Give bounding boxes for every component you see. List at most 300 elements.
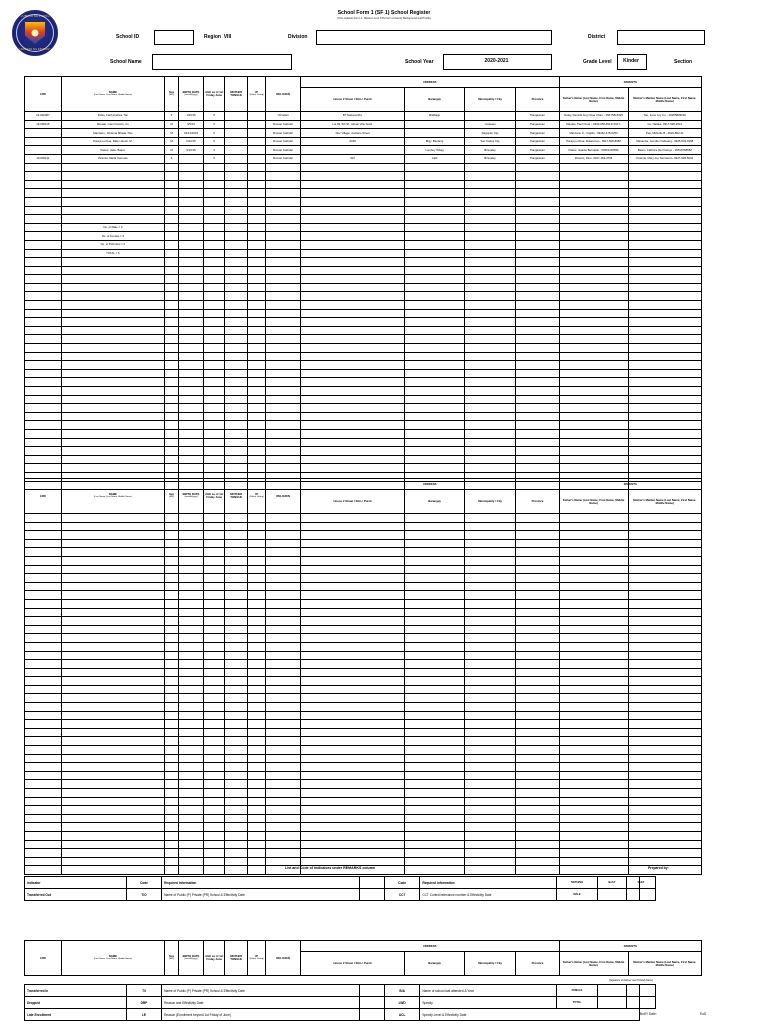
cell-sex[interactable] [165,582,179,591]
table-row[interactable] [25,180,702,189]
cell-mother_tongue[interactable] [225,668,248,677]
cell-mother[interactable] [628,514,701,523]
cell-father[interactable] [559,283,628,292]
cell-municipality[interactable] [464,395,516,404]
cell-municipality[interactable] [464,412,516,421]
cell-mother_tongue[interactable] [225,797,248,806]
cell-religion[interactable] [266,522,300,531]
cell-father[interactable]: Manzano Jr., Virgilio - 09242-478-0253 [559,129,628,138]
table-row[interactable] [25,112,702,121]
cell-birthdate[interactable] [179,711,204,720]
cell-barangay[interactable] [405,292,464,301]
cell-barangay[interactable] [405,429,464,438]
cell-municipality[interactable] [464,617,516,626]
cell-name[interactable] [61,531,164,540]
cell-mother[interactable]: Maramba, Jennifer Cabuang - 0925-504-9168 [628,137,701,146]
cell-ip[interactable] [248,412,266,421]
cell-religion[interactable] [266,642,300,651]
cell-name[interactable] [61,395,164,404]
cell-province[interactable] [516,404,559,413]
cell-barangay[interactable]: Lomboy Tebag [405,146,464,155]
cell-mother_tongue[interactable] [225,344,248,353]
cell-mother_tongue[interactable] [225,154,248,163]
cell-sex[interactable] [165,189,179,198]
cell-mother_tongue[interactable] [225,335,248,344]
cell-ip[interactable] [248,266,266,275]
cell-barangay[interactable] [405,668,464,677]
cell-religion[interactable] [266,421,300,430]
cell-sex[interactable]: M [165,146,179,155]
cell-mother_tongue[interactable] [225,660,248,669]
cell-age[interactable] [203,814,225,823]
cell-name[interactable] [61,771,164,780]
cell-ip[interactable] [248,608,266,617]
table-row[interactable] [25,309,702,318]
cell-house[interactable] [300,754,405,763]
cell-birthdate[interactable] [179,232,204,241]
cell-house[interactable] [300,180,405,189]
cell-birthdate[interactable] [179,694,204,703]
cell-province[interactable] [516,608,559,617]
cell-mother[interactable] [628,703,701,712]
cell-religion[interactable] [266,335,300,344]
cell-mother_tongue[interactable] [225,232,248,241]
cell-barangay[interactable] [405,857,464,866]
cell-municipality[interactable] [464,455,516,464]
cell-barangay[interactable] [405,685,464,694]
cell-mother_tongue[interactable] [225,539,248,548]
table-row[interactable] [25,361,702,370]
cell-birthdate[interactable] [179,642,204,651]
cell-province[interactable] [516,806,559,815]
cell-sex[interactable] [165,240,179,249]
cell-father[interactable] [559,395,628,404]
cell-father[interactable] [559,352,628,361]
cell-house[interactable] [300,438,405,447]
cell-house[interactable] [300,703,405,712]
cell-age[interactable] [203,599,225,608]
cell-birthdate[interactable] [179,780,204,789]
cell-ip[interactable] [248,206,266,215]
cell-lrn[interactable] [25,797,62,806]
cell-mother[interactable] [628,814,701,823]
cell-mother_tongue[interactable] [225,283,248,292]
cell-mother[interactable] [628,223,701,232]
cell-birthdate[interactable] [179,412,204,421]
cell-birthdate[interactable] [179,318,204,327]
cell-sex[interactable] [165,326,179,335]
cell-name[interactable] [61,591,164,600]
cell-house[interactable] [300,206,405,215]
cell-lrn[interactable] [25,651,62,660]
cell-name[interactable] [61,599,164,608]
cell-ip[interactable] [248,344,266,353]
cell-father[interactable] [559,866,628,875]
cell-father[interactable] [559,412,628,421]
cell-municipality[interactable]: San Carlos City [464,137,516,146]
cell-barangay[interactable] [405,849,464,858]
cell-barangay[interactable] [405,318,464,327]
cell-municipality[interactable] [464,335,516,344]
cell-barangay[interactable] [405,806,464,815]
table-row[interactable] [25,335,702,344]
cell-house[interactable] [300,599,405,608]
cell-age[interactable] [203,438,225,447]
cell-name[interactable] [61,728,164,737]
cell-father[interactable] [559,677,628,686]
cell-lrn[interactable] [25,232,62,241]
cell-age[interactable] [203,634,225,643]
cell-father[interactable] [559,668,628,677]
cell-father[interactable]: Dulay, Dentcid Ang Chua Chan – 09175815335 [559,112,628,121]
cell-province[interactable] [516,197,559,206]
cell-name[interactable] [61,608,164,617]
cell-name[interactable] [61,651,164,660]
cell-father[interactable] [559,309,628,318]
cell-religion[interactable] [266,831,300,840]
cell-municipality[interactable] [464,642,516,651]
cell-lrn[interactable] [25,146,62,155]
cell-province[interactable] [516,172,559,181]
cell-father[interactable] [559,582,628,591]
cell-mother_tongue[interactable] [225,625,248,634]
cell-birthdate[interactable] [179,814,204,823]
cell-mother_tongue[interactable] [225,215,248,224]
cell-age[interactable] [203,703,225,712]
cell-barangay[interactable] [405,763,464,772]
cell-sex[interactable] [165,857,179,866]
cell-mother_tongue[interactable] [225,651,248,660]
cell-lrn[interactable] [25,514,62,523]
cell-municipality[interactable] [464,514,516,523]
cell-house[interactable]: Dier Village, Arellano Street [300,129,405,138]
cell-mother_tongue[interactable] [225,823,248,832]
cell-age[interactable] [203,694,225,703]
cell-name[interactable] [61,369,164,378]
cell-name[interactable] [61,464,164,473]
cell-province[interactable] [516,720,559,729]
cell-age[interactable] [203,789,225,798]
cell-religion[interactable] [266,685,300,694]
cell-birthdate[interactable] [179,849,204,858]
cell-sex[interactable] [165,754,179,763]
cell-mother_tongue[interactable] [225,378,248,387]
cell-lrn[interactable] [25,180,62,189]
cell-mother[interactable] [628,421,701,430]
cell-municipality[interactable] [464,344,516,353]
cell-lrn[interactable] [25,806,62,815]
cell-municipality[interactable] [464,352,516,361]
cell-municipality[interactable] [464,840,516,849]
cell-mother_tongue[interactable] [225,275,248,284]
cell-religion[interactable] [266,232,300,241]
cell-barangay[interactable] [405,522,464,531]
cell-father[interactable] [559,797,628,806]
cell-barangay[interactable] [405,309,464,318]
cell-religion[interactable] [266,223,300,232]
cell-birthdate[interactable] [179,789,204,798]
cell-religion[interactable] [266,378,300,387]
cell-ip[interactable] [248,754,266,763]
cell-father[interactable] [559,642,628,651]
cell-house[interactable] [300,464,405,473]
cell-ip[interactable] [248,668,266,677]
cell-birthdate[interactable] [179,574,204,583]
cell-province[interactable] [516,634,559,643]
cell-name[interactable] [61,780,164,789]
cell-mother[interactable] [628,258,701,267]
table-row[interactable] [25,283,702,292]
cell-religion[interactable] [266,703,300,712]
cell-house[interactable] [300,831,405,840]
table-row[interactable] [25,556,702,565]
cell-religion[interactable] [266,677,300,686]
cell-mother[interactable] [628,651,701,660]
cell-sex[interactable] [165,266,179,275]
cell-father[interactable] [559,447,628,456]
cell-mother_tongue[interactable] [225,789,248,798]
cell-lrn[interactable] [25,668,62,677]
cell-age[interactable] [203,309,225,318]
cell-municipality[interactable] [464,215,516,224]
cell-ip[interactable] [248,215,266,224]
cell-birthdate[interactable] [179,728,204,737]
cell-mother[interactable] [628,180,701,189]
cell-father[interactable] [559,215,628,224]
table-row[interactable] [25,514,702,523]
table-row[interactable] [25,301,702,310]
cell-house[interactable] [300,728,405,737]
cell-father[interactable] [559,197,628,206]
cell-house[interactable] [300,565,405,574]
cell-sex[interactable] [165,797,179,806]
cell-municipality[interactable] [464,326,516,335]
cell-house[interactable] [300,668,405,677]
cell-name[interactable] [61,677,164,686]
cell-sex[interactable] [165,249,179,258]
cell-lrn[interactable] [25,591,62,600]
cell-age[interactable] [203,522,225,531]
cell-province[interactable] [516,421,559,430]
cell-name[interactable] [61,292,164,301]
cell-mother[interactable]: Pas, Michelle B - 0922-892-41 [628,129,701,138]
cell-lrn[interactable] [25,660,62,669]
cell-house[interactable] [300,694,405,703]
cell-ip[interactable] [248,172,266,181]
cell-age[interactable]: 5 [203,112,225,121]
cell-birthdate[interactable] [179,154,204,163]
cell-age[interactable]: 5 [203,154,225,163]
cell-lrn[interactable] [25,582,62,591]
cell-province[interactable] [516,283,559,292]
cell-mother_tongue[interactable] [225,223,248,232]
cell-lrn[interactable] [25,728,62,737]
cell-ip[interactable] [248,404,266,413]
cell-age[interactable] [203,275,225,284]
cell-barangay[interactable] [405,387,464,396]
cell-mother_tongue[interactable] [225,694,248,703]
cell-lrn[interactable] [25,531,62,540]
cell-sex[interactable] [165,464,179,473]
cell-mother[interactable] [628,591,701,600]
cell-ip[interactable] [248,249,266,258]
table-row[interactable] [25,421,702,430]
cell-father[interactable] [559,763,628,772]
cell-birthdate[interactable] [179,522,204,531]
cell-municipality[interactable] [464,737,516,746]
cell-mother[interactable] [628,326,701,335]
cell-age[interactable]: 5 [203,129,225,138]
cell-religion[interactable] [266,780,300,789]
cell-municipality[interactable] [464,172,516,181]
cell-mother_tongue[interactable] [225,137,248,146]
cell-barangay[interactable] [405,275,464,284]
cell-religion[interactable] [266,746,300,755]
cell-mother_tongue[interactable] [225,352,248,361]
table-row[interactable] [25,814,702,823]
cell-mother[interactable] [628,754,701,763]
cell-father[interactable] [559,831,628,840]
cell-name[interactable]: Manzano, Johanna Mhiela, Pas [61,129,164,138]
cell-house[interactable] [300,746,405,755]
cell-sex[interactable] [165,215,179,224]
cell-mother[interactable] [628,395,701,404]
cell-age[interactable] [203,197,225,206]
cell-lrn[interactable] [25,763,62,772]
table-row[interactable] [25,258,702,267]
cell-province[interactable] [516,539,559,548]
table-row[interactable] [25,608,702,617]
cell-lrn[interactable] [25,309,62,318]
cell-municipality[interactable] [464,283,516,292]
cell-municipality[interactable] [464,599,516,608]
cell-father[interactable] [559,634,628,643]
cell-province[interactable] [516,548,559,557]
cell-barangay[interactable] [405,711,464,720]
cell-birthdate[interactable] [179,189,204,198]
cell-father[interactable] [559,840,628,849]
cell-birthdate[interactable] [179,556,204,565]
cell-sex[interactable] [165,694,179,703]
cell-lrn[interactable] [25,608,62,617]
cell-house[interactable] [300,685,405,694]
cell-age[interactable] [203,797,225,806]
table-row[interactable] [25,831,702,840]
cell-sex[interactable] [165,703,179,712]
cell-barangay[interactable] [405,412,464,421]
cell-mother[interactable] [628,240,701,249]
cell-mother_tongue[interactable] [225,522,248,531]
cell-barangay[interactable] [405,326,464,335]
cell-father[interactable] [559,240,628,249]
cell-province[interactable] [516,780,559,789]
cell-religion[interactable] [266,447,300,456]
cell-religion[interactable]: Roman Catholic [266,146,300,155]
table-row[interactable] [25,326,702,335]
cell-house[interactable] [300,531,405,540]
cell-age[interactable] [203,344,225,353]
cell-barangay[interactable] [405,642,464,651]
cell-name[interactable] [61,840,164,849]
cell-province[interactable]: Pangasinan [516,129,559,138]
cell-sex[interactable] [165,737,179,746]
cell-municipality[interactable] [464,266,516,275]
cell-father[interactable] [559,539,628,548]
cell-lrn[interactable] [25,421,62,430]
cell-province[interactable] [516,771,559,780]
cell-municipality[interactable] [464,556,516,565]
cell-mother_tongue[interactable] [225,387,248,396]
cell-province[interactable] [516,352,559,361]
cell-mother_tongue[interactable] [225,172,248,181]
cell-mother_tongue[interactable] [225,412,248,421]
cell-province[interactable] [516,617,559,626]
cell-ip[interactable] [248,154,266,163]
cell-name[interactable] [61,754,164,763]
cell-ip[interactable] [248,771,266,780]
cell-age[interactable] [203,806,225,815]
cell-name[interactable] [61,574,164,583]
cell-municipality[interactable] [464,591,516,600]
cell-lrn[interactable] [25,369,62,378]
cell-father[interactable] [559,429,628,438]
cell-mother_tongue[interactable] [225,464,248,473]
cell-mother[interactable] [628,378,701,387]
cell-mother_tongue[interactable] [225,120,248,129]
cell-religion[interactable] [266,292,300,301]
cell-mother[interactable] [628,215,701,224]
cell-name[interactable] [61,789,164,798]
cell-province[interactable] [516,737,559,746]
cell-age[interactable] [203,849,225,858]
cell-lrn[interactable] [25,352,62,361]
cell-barangay[interactable]: Calit [405,154,464,163]
cell-lrn[interactable] [25,429,62,438]
cell-birthdate[interactable] [179,361,204,370]
cell-barangay[interactable] [405,840,464,849]
cell-barangay[interactable] [405,634,464,643]
table-row[interactable] [25,720,702,729]
cell-mother[interactable] [628,642,701,651]
cell-age[interactable] [203,223,225,232]
cell-father[interactable] [559,180,628,189]
cell-sex[interactable] [165,258,179,267]
cell-sex[interactable] [165,591,179,600]
cell-name[interactable]: Dulay, Faith Andrea, Tan [61,112,164,121]
cell-religion[interactable] [266,197,300,206]
cell-birthdate[interactable] [179,309,204,318]
cell-sex[interactable]: M [165,120,179,129]
cell-birthdate[interactable] [179,608,204,617]
table-row[interactable] [25,582,702,591]
cell-province[interactable] [516,266,559,275]
cell-municipality[interactable] [464,292,516,301]
cell-ip[interactable] [248,232,266,241]
cell-birthdate[interactable] [179,223,204,232]
cell-lrn[interactable] [25,814,62,823]
cell-house[interactable] [300,608,405,617]
cell-province[interactable] [516,326,559,335]
cell-mother_tongue[interactable] [225,301,248,310]
cell-barangay[interactable] [405,301,464,310]
cell-lrn[interactable] [25,625,62,634]
cell-name[interactable] [61,556,164,565]
table-row[interactable] [25,703,702,712]
table-row[interactable] [25,249,702,258]
cell-province[interactable] [516,309,559,318]
cell-name[interactable] [61,737,164,746]
cell-lrn[interactable] [25,771,62,780]
